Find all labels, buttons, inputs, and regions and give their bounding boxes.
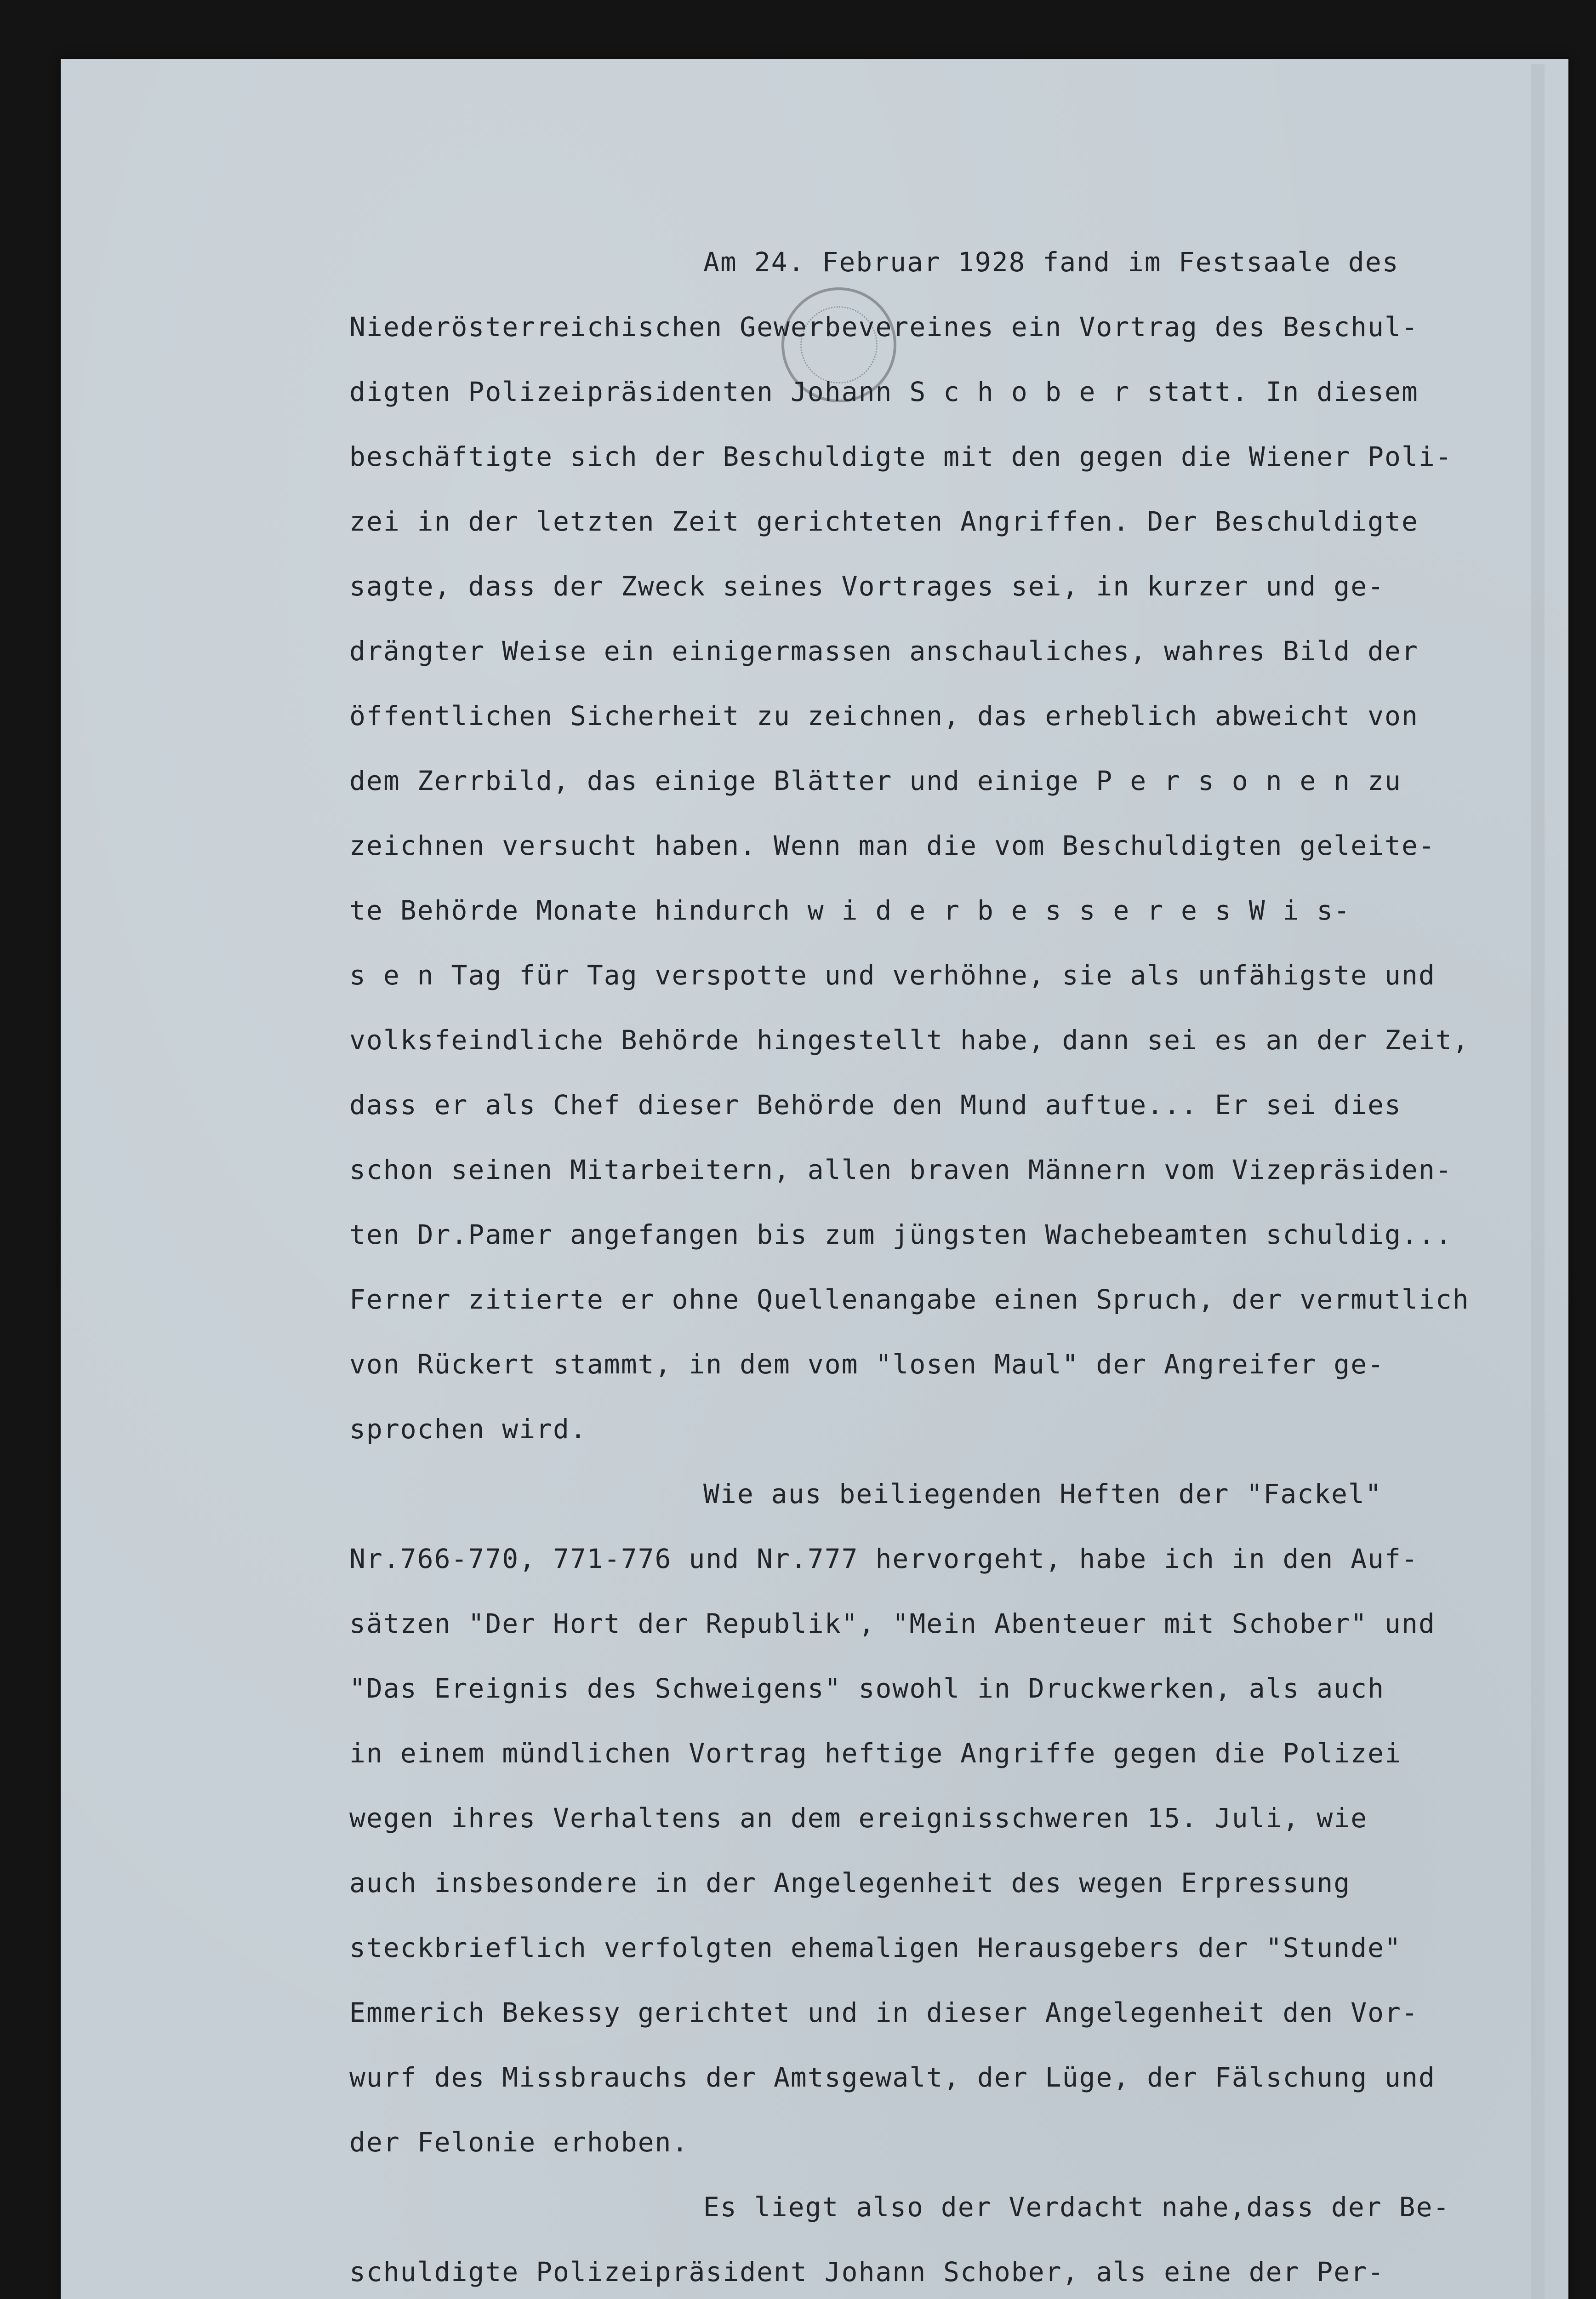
text-line: der Felonie erhoben.	[349, 2127, 689, 2158]
text-line: zeichnen versucht haben. Wenn man die vom Beschuldigten geleite-	[349, 830, 1436, 861]
text-line: Es liegt also der Verdacht nahe,dass der Be-	[703, 2191, 1450, 2223]
text-line: s e n Tag für Tag verspotte und verhöhne, sie als unfähigste und	[349, 960, 1436, 991]
text-line: Niederösterreichischen Gewerbevereines ein Vortrag des Beschul-	[349, 311, 1419, 343]
text-line: steckbrieflich verfolgten ehemaligen Herausgebers der "Stunde"	[349, 1932, 1402, 1963]
text-line: dass er als Chef dieser Behörde den Mund auftue... Er sei dies	[349, 1089, 1402, 1121]
text-line: sagte, dass der Zweck seines Vortrages sei, in kurzer und ge-	[349, 571, 1385, 602]
text-line: Am 24. Februar 1928 fand im Festsaale des	[703, 246, 1399, 278]
text-line: volksfeindliche Behörde hingestellt habe, dann sei es an der Zeit,	[349, 1024, 1470, 1056]
text-line: te Behörde Monate hindurch w i d e r b e s s e r e s W i s-	[349, 895, 1351, 926]
text-line: dem Zerrbild, das einige Blätter und einige P e r s o n e n zu	[349, 765, 1402, 796]
text-line: ten Dr.Pamer angefangen bis zum jüngsten Wachebeamten schuldig...	[349, 1219, 1453, 1250]
text-line: wurf des Missbrauchs der Amtsgewalt, der Lüge, der Fälschung und	[349, 2062, 1436, 2093]
text-line: in einem mündlichen Vortrag heftige Angriffe gegen die Polizei	[349, 1738, 1402, 1769]
text-line: auch insbesondere in der Angelegenheit des wegen Erpressung	[349, 1867, 1351, 1899]
text-line: schuldigte Polizeipräsident Johann Schober, als eine der Per-	[349, 2256, 1385, 2288]
text-line: zei in der letzten Zeit gerichteten Angriffen. Der Beschuldigte	[349, 506, 1419, 537]
text-line: Emmerich Bekessy gerichtet und in dieser Angelegenheit den Vor-	[349, 1997, 1419, 2028]
text-line: sätzen "Der Hort der Republik", "Mein Abenteuer mit Schober" und	[349, 1608, 1436, 1639]
text-line: schon seinen Mitarbeitern, allen braven Männern vom Vizepräsiden-	[349, 1154, 1453, 1185]
text-line: "Das Ereignis des Schweigens" sowohl in Druckwerken, als auch	[349, 1673, 1385, 1704]
text-line: von Rückert stammt, in dem vom "losen Maul" der Angreifer ge-	[349, 1349, 1385, 1380]
text-line: Nr.766-770, 771-776 und Nr.777 hervorgeht, habe ich in den Auf-	[349, 1543, 1419, 1574]
text-line: Ferner zitierte er ohne Quellenangabe einen Spruch, der vermutlich	[349, 1284, 1470, 1315]
document-text	[349, 230, 1554, 2299]
text-line: digten Polizeipräsidenten Johann S c h o b e r statt. In diesem	[349, 376, 1419, 407]
text-line: wegen ihres Verhaltens an dem ereignisschweren 15. Juli, wie	[349, 1802, 1368, 1834]
text-line: sprochen wird.	[349, 1413, 587, 1445]
text-line: drängter Weise ein einigermassen anschauliches, wahres Bild der	[349, 635, 1419, 667]
text-line: Wie aus beiliegenden Heften der "Fackel"	[703, 1478, 1382, 1510]
text-line: öffentlichen Sicherheit zu zeichnen, das erheblich abweicht von	[349, 700, 1419, 732]
text-line: beschäftigte sich der Beschuldigte mit den gegen die Wiener Poli-	[349, 441, 1453, 472]
